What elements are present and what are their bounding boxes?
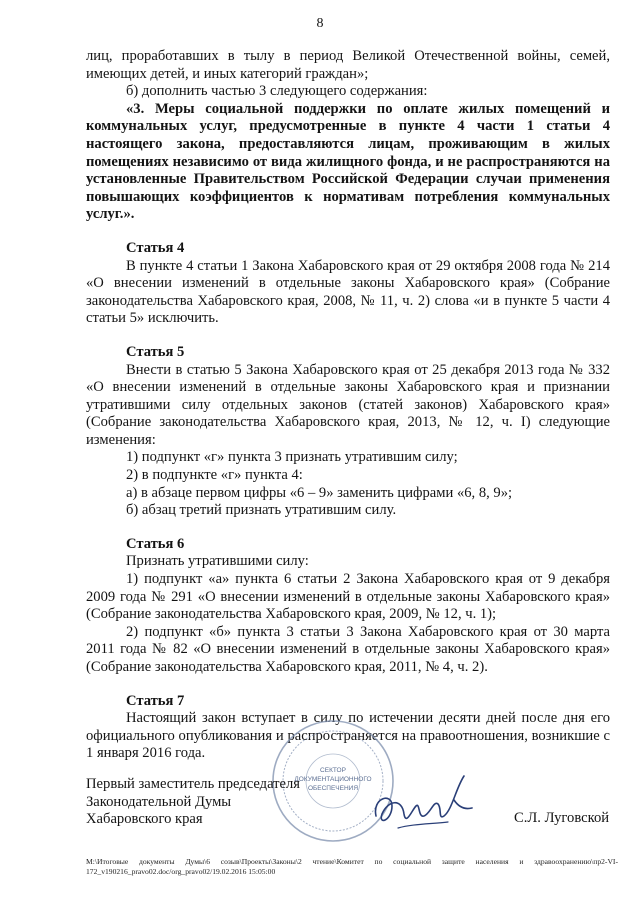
article-heading: Статья 6 <box>126 535 185 552</box>
paragraph: Внести в статью 5 Закона Хабаровского края от 25 декабря 2013 года № 332 «О внесении изменений в отдельные законы Хабаровского края и признании утратившими силу отдельных законов (статей законов) Хабаровского края» (Собрание законодательства Хабаровского края, 2013, № 12, ч. I) следующие изменения: <box>86 361 610 448</box>
article-heading: Статья 5 <box>126 343 185 360</box>
signatory-title-line: Первый заместитель председателя <box>86 776 301 792</box>
stamp-text: СЕКТОР <box>320 767 346 774</box>
signatory-title-line: Законодательной Думы <box>86 793 232 810</box>
paragraph: В пункте 4 статьи 1 Закона Хабаровского края от 29 октября 2008 года № 214 «О внесении изменений в отдельные законы Хабаровского края» (Собрание законодательства Хабаровского края, 2008, № 11, ч. 2) слова «и в пункте 5 части 4 статьи 5» исключить. <box>86 257 610 327</box>
document-body <box>86 48 610 763</box>
paragraph: 2) в подпункте «г» пункта 4: <box>126 467 303 484</box>
handwritten-signature <box>368 770 478 840</box>
page-number: 8 <box>316 16 324 31</box>
paragraph: Признать утратившими силу: <box>126 553 309 570</box>
paragraph: 2) подпункт «б» пункта 3 статьи 3 Закона Хабаровского края от 30 марта 2011 года № 82 «О внесении изменений в отдельные законы Хабаровского края» (Собрание законодательства Хабаровского края, 2011, № 4, ч. 2). <box>86 623 610 675</box>
paragraph: лиц, проработавших в тылу в период Великой Отечественной войны, семей, имеющих детей, и иных категорий граждан»; <box>86 48 610 82</box>
paragraph: а) в абзаце первом цифры «6 – 9» заменить цифрами «6, 8, 9»; <box>126 484 513 501</box>
paragraph: Настоящий закон вступает в силу по истечении десяти дней после дня его официального опубликования и распространяется на правоотношения, возникшие с 1 января 2016 года. <box>86 710 610 762</box>
stamp-text: ОБЕСПЕЧЕНИЯ <box>307 785 359 792</box>
article-heading: Статья 7 <box>126 692 185 709</box>
signatory-name: С.Л. Луговской <box>514 810 610 826</box>
paragraph: б) абзац третий признать утратившим силу. <box>126 502 397 519</box>
paragraph: 1) подпункт «а» пункта 6 статьи 2 Закона Хабаровского края от 9 декабря 2009 года № 291 «О внесении изменений в отдельные законы Хабаровского края» (Собрание законодательства Хабаровского края, 2009, № 12, ч. 1); <box>86 571 610 623</box>
stamp-text: ДОКУМЕНТАЦИОННОГО <box>294 776 372 783</box>
signatory-title-line: Хабаровского края <box>86 811 203 828</box>
signature-block <box>86 776 300 829</box>
quoted-amendment: «3. Меры социальной поддержки по оплате жилых помещений и коммунальных услуг, предусмотренные в пункте 4 части 1 статьи 4 настоящего закона, предоставляются лицам, проживающим в жилых помещениях независимо от вида жилищного фонда, и не распространяются на установленные Правительством Российской Федерации случаи применения повышающих коэффициентов к нормативам потребления коммунальных услуг.». <box>86 100 610 223</box>
article-heading: Статья 4 <box>126 239 185 256</box>
paragraph: б) дополнить частью 3 следующего содержания: <box>126 83 428 100</box>
paragraph: 1) подпункт «г» пункта 3 признать утратившим силу; <box>126 449 458 466</box>
footer-file-path: M:\Итоговые документы Думы\6 созыв\Проекты\Законы\2 чтение\Комитет по социальной защите населения и здравоохранению\пр2-VI-172_v190216_pravo02.doc/org_pravo02/19.02.2016 15:05:00 <box>86 857 618 876</box>
